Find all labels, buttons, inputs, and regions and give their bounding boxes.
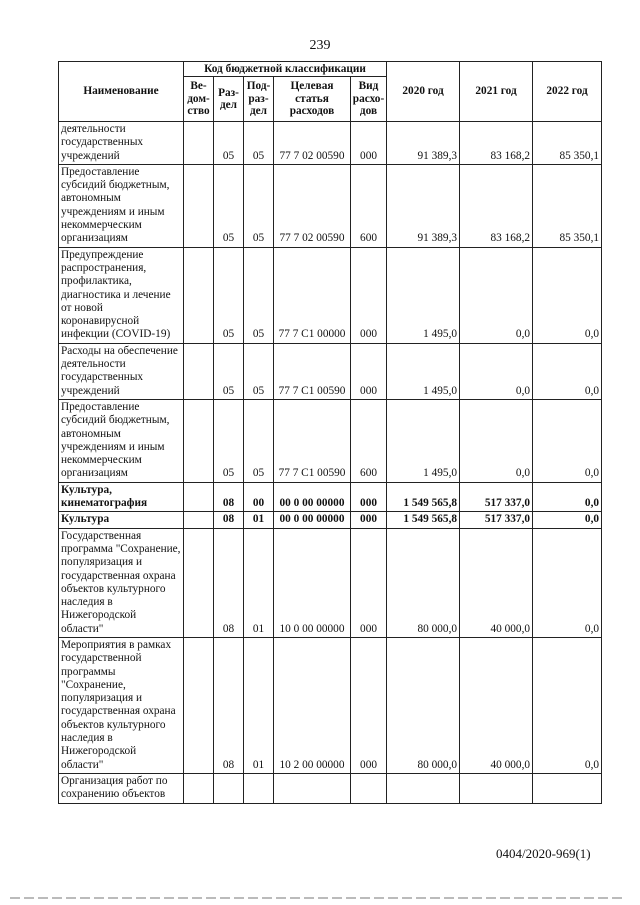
table-row [59,528,602,637]
cell-vedomstvo [184,343,214,399]
header-2020: 2020 год [387,62,460,122]
cell-celevaya-statya: 77 7 02 00590 [274,164,351,247]
cell-vedomstvo [184,637,214,773]
header-celevaya-statya: Целевая статья расходов [274,77,351,122]
cell-2021: 517 337,0 [460,482,533,512]
header-podrazdel: Под- раз- дел [244,77,274,122]
cell-celevaya-statya: 77 7 C1 00590 [274,343,351,399]
cell-podrazdel: 05 [244,247,274,343]
cell-vedomstvo [184,399,214,482]
cell-vedomstvo [184,528,214,637]
cell-name: Предоставление субсидий бюджетным, автономным учреждениям и иным некоммерческим организациям [59,164,184,247]
cell-razdel [214,773,244,803]
table-row [59,482,602,512]
cell-2021: 83 168,2 [460,164,533,247]
cell-podrazdel: 05 [244,399,274,482]
cell-celevaya-statya: 77 7 C1 00000 [274,247,351,343]
cell-2020: 1 495,0 [387,399,460,482]
cell-2020: 91 389,3 [387,122,460,165]
cell-name: Расходы на обеспечение деятельности государственных учреждений [59,343,184,399]
cell-podrazdel: 05 [244,164,274,247]
cell-celevaya-statya: 10 2 00 00000 [274,637,351,773]
cell-2022: 0,0 [533,399,602,482]
cell-podrazdel: 00 [244,482,274,512]
cell-2021: 517 337,0 [460,512,533,528]
cell-vedomstvo [184,482,214,512]
cell-celevaya-statya: 00 0 00 00000 [274,512,351,528]
table-row [59,773,602,803]
budget-table [58,61,602,804]
cell-celevaya-statya: 00 0 00 00000 [274,482,351,512]
cell-name: Государственная программа "Сохранение, популяризация и государственная охрана объектов культурного наследия в Нижегородской области" [59,528,184,637]
cell-vid-rashodov: 000 [351,247,387,343]
cell-2021: 40 000,0 [460,637,533,773]
cell-vid-rashodov: 600 [351,399,387,482]
cell-vid-rashodov: 600 [351,164,387,247]
table-row [59,343,602,399]
cell-name: Культура, кинематография [59,482,184,512]
cell-celevaya-statya [274,773,351,803]
scan-edge-divider [10,897,622,899]
cell-celevaya-statya: 77 7 C1 00590 [274,399,351,482]
cell-podrazdel: 05 [244,122,274,165]
cell-2020: 1 549 565,8 [387,512,460,528]
table-row [59,512,602,528]
table-row [59,399,602,482]
cell-2022: 0,0 [533,343,602,399]
header-razdel: Раз- дел [214,77,244,122]
cell-razdel: 05 [214,122,244,165]
cell-name: Предупреждение распространения, профилактика, диагностика и лечение от новой коронавирусной инфекции (COVID-19) [59,247,184,343]
cell-2022: 0,0 [533,247,602,343]
page-number: 239 [309,38,331,53]
cell-vedomstvo [184,122,214,165]
cell-celevaya-statya: 10 0 00 00000 [274,528,351,637]
cell-2022 [533,773,602,803]
header-2022: 2022 год [533,62,602,122]
cell-name: деятельности государственных учреждений [59,122,184,165]
cell-2022: 0,0 [533,528,602,637]
cell-2021: 0,0 [460,247,533,343]
cell-2020: 1 495,0 [387,343,460,399]
cell-vedomstvo [184,247,214,343]
cell-podrazdel: 01 [244,637,274,773]
cell-vid-rashodov: 000 [351,343,387,399]
cell-razdel: 08 [214,482,244,512]
cell-name: Предоставление субсидий бюджетным, автономным учреждениям и иным некоммерческим организациям [59,399,184,482]
cell-2020: 1 549 565,8 [387,482,460,512]
cell-razdel: 08 [214,512,244,528]
cell-vid-rashodov: 000 [351,637,387,773]
cell-razdel: 08 [214,528,244,637]
cell-vid-rashodov: 000 [351,482,387,512]
cell-name: Культура [59,512,184,528]
document-id: 0404/2020-969(1) [496,846,591,861]
header-classification-group: Код бюджетной классификации [184,62,387,77]
cell-razdel: 05 [214,399,244,482]
cell-name: Мероприятия в рамках государственной программы "Сохранение, популяризация и государственная охрана объектов культурного наследия в Нижегородской области" [59,637,184,773]
cell-vid-rashodov: 000 [351,122,387,165]
cell-celevaya-statya: 77 7 02 00590 [274,122,351,165]
header-2021: 2021 год [460,62,533,122]
cell-2022: 85 350,1 [533,122,602,165]
cell-2020: 80 000,0 [387,528,460,637]
cell-podrazdel: 01 [244,528,274,637]
cell-2021: 83 168,2 [460,122,533,165]
cell-razdel: 05 [214,343,244,399]
cell-2022: 0,0 [533,637,602,773]
cell-vedomstvo [184,164,214,247]
cell-vid-rashodov: 000 [351,512,387,528]
cell-podrazdel: 05 [244,343,274,399]
cell-2021: 0,0 [460,343,533,399]
header-name: Наименование [59,62,184,122]
cell-podrazdel: 01 [244,512,274,528]
table-row [59,164,602,247]
cell-2022: 0,0 [533,512,602,528]
header-vid-rashodov: Вид расхо- дов [351,77,387,122]
cell-2020 [387,773,460,803]
cell-2020: 1 495,0 [387,247,460,343]
cell-razdel: 05 [214,247,244,343]
table-row [59,122,602,165]
cell-2020: 91 389,3 [387,164,460,247]
cell-razdel: 05 [214,164,244,247]
cell-2020: 80 000,0 [387,637,460,773]
cell-vedomstvo [184,773,214,803]
table-row [59,247,602,343]
cell-2022: 0,0 [533,482,602,512]
cell-vedomstvo [184,512,214,528]
cell-2022: 85 350,1 [533,164,602,247]
cell-2021 [460,773,533,803]
table-row [59,637,602,773]
cell-podrazdel [244,773,274,803]
cell-razdel: 08 [214,637,244,773]
cell-vid-rashodov: 000 [351,528,387,637]
cell-2021: 0,0 [460,399,533,482]
header-vedomstvo: Ве- дом- ство [184,77,214,122]
cell-2021: 40 000,0 [460,528,533,637]
cell-name: Организация работ по сохранению объектов [59,773,184,803]
cell-vid-rashodov [351,773,387,803]
